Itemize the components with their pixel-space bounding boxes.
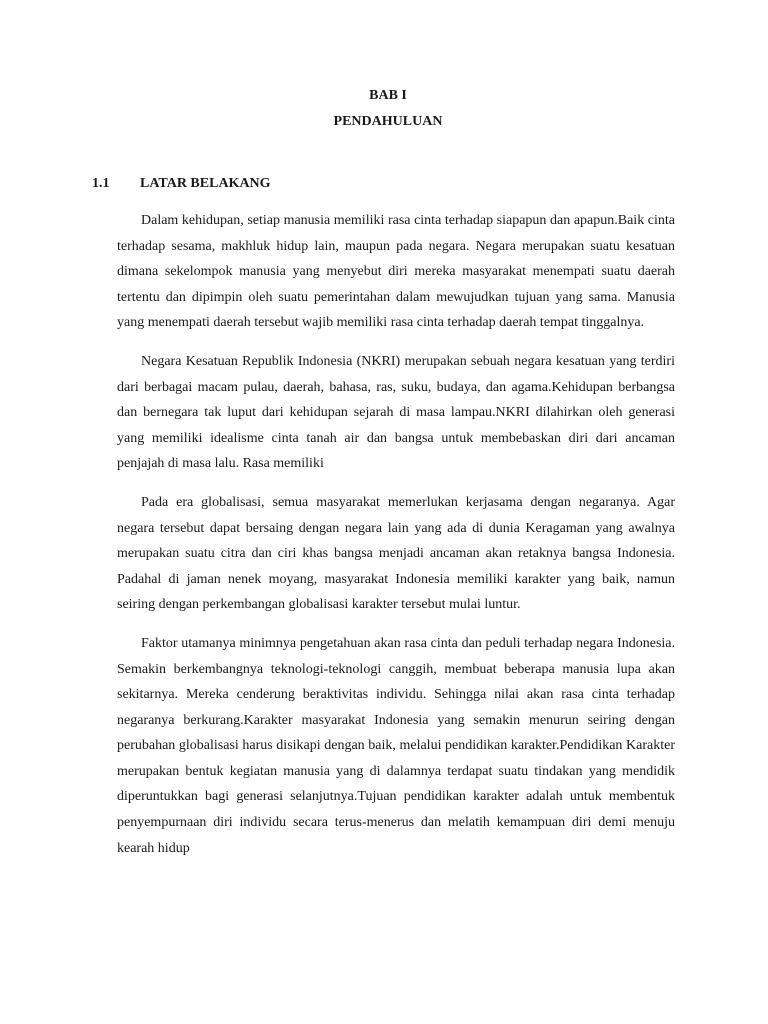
section-number: 1.1 — [92, 176, 110, 191]
section-title: LATAR BELAKANG — [140, 176, 271, 191]
body-text — [117, 208, 675, 874]
chapter-label: BAB I — [369, 88, 407, 103]
chapter-title: PENDAHULUAN — [333, 114, 443, 129]
paragraph-3: Pada era globalisasi, semua masyarakat memerlukan kerjasama dengan negaranya. Agar negara tersebut dapat bersaing dengan negara lain yang ada di dunia Keragaman yang awalnya merupakan suatu citra dan ciri khas bangsa menjadi ancaman akan retaknya bangsa Indonesia. Padahal di jaman nenek moyang, masyarakat Indonesia memiliki karakter yang baik, namun seiring dengan perkembangan globalisasi karakter tersebut mulai luntur. — [117, 494, 675, 613]
section-heading — [92, 174, 271, 194]
paragraph-4: Faktor utamanya minimnya pengetahuan akan rasa cinta dan peduli terhadap negara Indonesia. Semakin berkembangnya teknologi-teknologi canggih, membuat beberapa manusia lupa akan sekitarnya. Mereka cenderung beraktivitas individu. Sehingga nilai akan rasa cinta terhadap negaranya berkurang.Karakter masyarakat Indonesia yang semakin menurun seiring dengan perubahan globalisasi harus disikapi dengan baik, melalui pendidikan karakter.Pendidikan Karakter merupakan bentuk kegiatan manusia yang di dalamnya terdapat suatu tindakan yang mendidik diperuntukkan bagi generasi selanjutnya.Tujuan pendidikan karakter adalah untuk membentuk penyempurnaan diri individu secara terus-menerus dan melatih kemampuan diri demi menuju kearah hidup — [117, 635, 675, 856]
paragraph-2: Negara Kesatuan Republik Indonesia (NKRI) merupakan sebuah negara kesatuan yang terdiri dari berbagai macam pulau, daerah, bahasa, ras, suku, budaya, dan agama.Kehidupan berbangsa dan bernegara tak luput dari kehidupan sejarah di masa lampau.NKRI dilahirkan oleh generasi yang memiliki idealisme cinta tanah air dan bangsa untuk membebaskan diri dari ancaman penjajah di masa lalu. Rasa memiliki — [117, 353, 675, 472]
paragraph-1: Dalam kehidupan, setiap manusia memiliki rasa cinta terhadap siapapun dan apapun.Baik cinta terhadap sesama, makhluk hidup lain, maupun pada negara. Negara merupakan suatu kesatuan dimana sekelompok manusia yang menyebut diri mereka masyarakat menempati suatu daerah tertentu dan dipimpin oleh suatu pemerintahan dalam mewujudkan tujuan yang sama. Manusia yang menempati daerah tersebut wajib memiliki rasa cinta terhadap daerah tempat tinggalnya. — [117, 213, 675, 331]
